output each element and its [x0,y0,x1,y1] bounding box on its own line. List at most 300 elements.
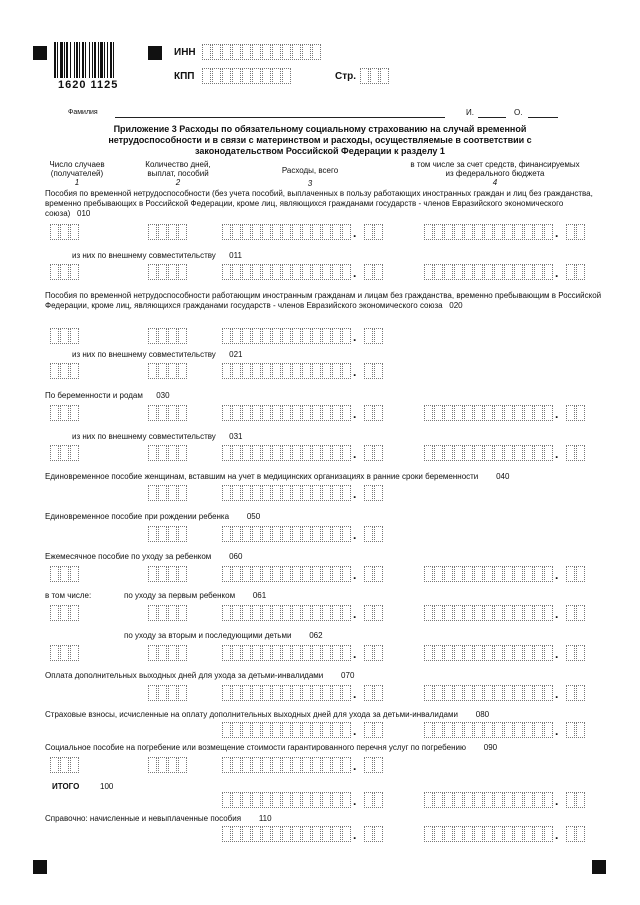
digit-cell[interactable] [494,264,503,280]
digit-cell[interactable] [282,685,291,701]
digit-cell[interactable] [312,485,321,501]
row-050-days-field[interactable] [148,526,188,542]
digit-cell[interactable] [262,363,271,379]
digit-cell[interactable] [272,645,281,661]
digit-cell[interactable] [302,44,311,60]
initial-i-field[interactable] [478,116,506,118]
digit-cell[interactable] [292,566,301,582]
row-061-days-field[interactable] [148,605,188,621]
digit-cell[interactable] [424,826,433,842]
digit-cell[interactable] [302,685,311,701]
digit-cell[interactable] [252,722,261,738]
row-062-federal-budget-field[interactable] [424,645,554,661]
digit-cell[interactable] [292,722,301,738]
digit-cell[interactable] [454,224,463,240]
digit-cell[interactable] [178,566,187,582]
digit-cell[interactable] [222,445,231,461]
row-031-total-expenses-field-kopecks[interactable] [364,445,384,461]
digit-cell[interactable] [364,605,373,621]
digit-cell[interactable] [302,445,311,461]
digit-cell[interactable] [292,645,301,661]
digit-cell[interactable] [474,445,483,461]
digit-cell[interactable] [178,405,187,421]
digit-cell[interactable] [158,224,167,240]
digit-cell[interactable] [434,264,443,280]
digit-cell[interactable] [494,605,503,621]
digit-cell[interactable] [292,264,301,280]
digit-cell[interactable] [148,645,157,661]
digit-cell[interactable] [178,526,187,542]
digit-cell[interactable] [252,566,261,582]
digit-cell[interactable] [312,405,321,421]
digit-cell[interactable] [342,405,351,421]
row-061-federal-budget-field[interactable] [424,605,554,621]
digit-cell[interactable] [544,224,553,240]
digit-cell[interactable] [212,68,221,84]
digit-cell[interactable] [434,605,443,621]
digit-cell[interactable] [168,328,177,344]
digit-cell[interactable] [332,826,341,842]
digit-cell[interactable] [262,44,271,60]
digit-cell[interactable] [70,224,79,240]
digit-cell[interactable] [322,526,331,542]
digit-cell[interactable] [342,526,351,542]
digit-cell[interactable] [282,605,291,621]
digit-cell[interactable] [494,792,503,808]
digit-cell[interactable] [322,363,331,379]
digit-cell[interactable] [454,405,463,421]
digit-cell[interactable] [158,485,167,501]
row-010-total-expenses-field-kopecks[interactable] [364,224,384,240]
digit-cell[interactable] [514,722,523,738]
digit-cell[interactable] [374,566,383,582]
row-021-cases-field[interactable] [50,363,80,379]
row-021-total-expenses-field[interactable] [222,363,352,379]
digit-cell[interactable] [252,44,261,60]
row-030-days-field[interactable] [148,405,188,421]
digit-cell[interactable] [444,685,453,701]
digit-cell[interactable] [282,44,291,60]
digit-cell[interactable] [504,264,513,280]
row-050-total-expenses-field-kopecks[interactable] [364,526,384,542]
row-011-cases-field[interactable] [50,264,80,280]
digit-cell[interactable] [444,826,453,842]
digit-cell[interactable] [168,224,177,240]
digit-cell[interactable] [364,757,373,773]
digit-cell[interactable] [242,566,251,582]
digit-cell[interactable] [364,264,373,280]
digit-cell[interactable] [242,645,251,661]
digit-cell[interactable] [292,328,301,344]
digit-cell[interactable] [566,264,575,280]
digit-cell[interactable] [374,826,383,842]
digit-cell[interactable] [454,722,463,738]
digit-cell[interactable] [312,445,321,461]
digit-cell[interactable] [148,264,157,280]
digit-cell[interactable] [524,792,533,808]
digit-cell[interactable] [342,224,351,240]
digit-cell[interactable] [202,68,211,84]
digit-cell[interactable] [168,445,177,461]
digit-cell[interactable] [262,792,271,808]
digit-cell[interactable] [302,792,311,808]
digit-cell[interactable] [374,328,383,344]
row-100-federal-budget-field-kopecks[interactable] [566,792,586,808]
digit-cell[interactable] [464,445,473,461]
digit-cell[interactable] [178,757,187,773]
digit-cell[interactable] [292,685,301,701]
digit-cell[interactable] [380,68,389,84]
row-110-total-expenses-field-kopecks[interactable] [364,826,384,842]
row-060-federal-budget-field[interactable] [424,566,554,582]
digit-cell[interactable] [444,224,453,240]
digit-cell[interactable] [168,605,177,621]
digit-cell[interactable] [272,605,281,621]
digit-cell[interactable] [158,757,167,773]
digit-cell[interactable] [332,264,341,280]
digit-cell[interactable] [364,566,373,582]
digit-cell[interactable] [544,445,553,461]
digit-cell[interactable] [424,445,433,461]
digit-cell[interactable] [158,328,167,344]
digit-cell[interactable] [322,685,331,701]
digit-cell[interactable] [364,792,373,808]
digit-cell[interactable] [262,445,271,461]
digit-cell[interactable] [566,722,575,738]
digit-cell[interactable] [444,792,453,808]
digit-cell[interactable] [576,566,585,582]
digit-cell[interactable] [282,526,291,542]
digit-cell[interactable] [514,405,523,421]
digit-cell[interactable] [50,566,59,582]
digit-cell[interactable] [168,405,177,421]
digit-cell[interactable] [424,645,433,661]
row-080-total-expenses-field[interactable] [222,722,352,738]
digit-cell[interactable] [292,826,301,842]
digit-cell[interactable] [262,526,271,542]
digit-cell[interactable] [282,722,291,738]
row-040-total-expenses-field-kopecks[interactable] [364,485,384,501]
digit-cell[interactable] [484,405,493,421]
digit-cell[interactable] [232,264,241,280]
digit-cell[interactable] [534,224,543,240]
digit-cell[interactable] [222,328,231,344]
digit-cell[interactable] [232,44,241,60]
digit-cell[interactable] [332,328,341,344]
row-011-total-expenses-field-kopecks[interactable] [364,264,384,280]
surname-field[interactable] [115,116,445,118]
digit-cell[interactable] [272,405,281,421]
digit-cell[interactable] [252,645,261,661]
digit-cell[interactable] [222,264,231,280]
digit-cell[interactable] [342,485,351,501]
row-060-cases-field[interactable] [50,566,80,582]
digit-cell[interactable] [322,445,331,461]
digit-cell[interactable] [544,722,553,738]
digit-cell[interactable] [364,722,373,738]
digit-cell[interactable] [148,328,157,344]
row-030-federal-budget-field-kopecks[interactable] [566,405,586,421]
digit-cell[interactable] [302,645,311,661]
digit-cell[interactable] [434,566,443,582]
digit-cell[interactable] [302,224,311,240]
digit-cell[interactable] [474,566,483,582]
digit-cell[interactable] [514,826,523,842]
digit-cell[interactable] [252,685,261,701]
digit-cell[interactable] [178,605,187,621]
digit-cell[interactable] [302,363,311,379]
digit-cell[interactable] [342,445,351,461]
digit-cell[interactable] [566,826,575,842]
digit-cell[interactable] [158,526,167,542]
digit-cell[interactable] [524,722,533,738]
row-062-federal-budget-field-kopecks[interactable] [566,645,586,661]
digit-cell[interactable] [544,645,553,661]
digit-cell[interactable] [272,44,281,60]
row-030-federal-budget-field[interactable] [424,405,554,421]
digit-cell[interactable] [332,445,341,461]
digit-cell[interactable] [434,645,443,661]
digit-cell[interactable] [262,224,271,240]
digit-cell[interactable] [494,445,503,461]
digit-cell[interactable] [242,685,251,701]
digit-cell[interactable] [484,826,493,842]
digit-cell[interactable] [272,757,281,773]
digit-cell[interactable] [474,405,483,421]
digit-cell[interactable] [534,722,543,738]
digit-cell[interactable] [312,605,321,621]
digit-cell[interactable] [484,685,493,701]
digit-cell[interactable] [374,224,383,240]
digit-cell[interactable] [322,405,331,421]
row-010-federal-budget-field[interactable] [424,224,554,240]
digit-cell[interactable] [474,792,483,808]
digit-cell[interactable] [312,645,321,661]
digit-cell[interactable] [232,328,241,344]
initial-o-field[interactable] [528,116,558,118]
digit-cell[interactable] [484,645,493,661]
digit-cell[interactable] [534,445,543,461]
digit-cell[interactable] [454,792,463,808]
row-061-total-expenses-field[interactable] [222,605,352,621]
digit-cell[interactable] [232,826,241,842]
digit-cell[interactable] [342,826,351,842]
digit-cell[interactable] [454,826,463,842]
row-100-federal-budget-field[interactable] [424,792,554,808]
row-080-federal-budget-field[interactable] [424,722,554,738]
digit-cell[interactable] [424,405,433,421]
digit-cell[interactable] [444,566,453,582]
digit-cell[interactable] [484,445,493,461]
row-070-total-expenses-field[interactable] [222,685,352,701]
digit-cell[interactable] [424,792,433,808]
digit-cell[interactable] [148,445,157,461]
digit-cell[interactable] [70,363,79,379]
digit-cell[interactable] [252,485,261,501]
digit-cell[interactable] [524,826,533,842]
digit-cell[interactable] [342,757,351,773]
digit-cell[interactable] [332,605,341,621]
digit-cell[interactable] [272,363,281,379]
digit-cell[interactable] [566,566,575,582]
digit-cell[interactable] [272,685,281,701]
digit-cell[interactable] [60,264,69,280]
digit-cell[interactable] [242,405,251,421]
digit-cell[interactable] [212,44,221,60]
digit-cell[interactable] [332,405,341,421]
digit-cell[interactable] [576,605,585,621]
digit-cell[interactable] [444,645,453,661]
digit-cell[interactable] [484,605,493,621]
digit-cell[interactable] [252,826,261,842]
digit-cell[interactable] [464,685,473,701]
digit-cell[interactable] [322,722,331,738]
digit-cell[interactable] [232,605,241,621]
digit-cell[interactable] [566,792,575,808]
digit-cell[interactable] [576,722,585,738]
digit-cell[interactable] [374,485,383,501]
digit-cell[interactable] [504,722,513,738]
digit-cell[interactable] [322,264,331,280]
digit-cell[interactable] [242,485,251,501]
digit-cell[interactable] [494,722,503,738]
digit-cell[interactable] [168,757,177,773]
digit-cell[interactable] [272,722,281,738]
digit-cell[interactable] [494,826,503,842]
digit-cell[interactable] [252,363,261,379]
digit-cell[interactable] [282,363,291,379]
digit-cell[interactable] [454,685,463,701]
digit-cell[interactable] [534,685,543,701]
digit-cell[interactable] [504,605,513,621]
digit-cell[interactable] [282,757,291,773]
digit-cell[interactable] [434,826,443,842]
digit-cell[interactable] [332,363,341,379]
digit-cell[interactable] [232,405,241,421]
digit-cell[interactable] [524,685,533,701]
digit-cell[interactable] [566,224,575,240]
digit-cell[interactable] [566,405,575,421]
digit-cell[interactable] [272,566,281,582]
row-021-total-expenses-field-kopecks[interactable] [364,363,384,379]
digit-cell[interactable] [374,363,383,379]
digit-cell[interactable] [222,363,231,379]
digit-cell[interactable] [158,445,167,461]
digit-cell[interactable] [60,328,69,344]
digit-cell[interactable] [312,685,321,701]
digit-cell[interactable] [302,405,311,421]
digit-cell[interactable] [374,792,383,808]
digit-cell[interactable] [70,328,79,344]
digit-cell[interactable] [148,605,157,621]
row-061-cases-field[interactable] [50,605,80,621]
digit-cell[interactable] [60,757,69,773]
digit-cell[interactable] [434,722,443,738]
digit-cell[interactable] [544,792,553,808]
digit-cell[interactable] [494,405,503,421]
digit-cell[interactable] [222,526,231,542]
digit-cell[interactable] [534,645,543,661]
digit-cell[interactable] [474,224,483,240]
digit-cell[interactable] [158,605,167,621]
digit-cell[interactable] [178,328,187,344]
digit-cell[interactable] [252,445,261,461]
digit-cell[interactable] [312,792,321,808]
digit-cell[interactable] [70,605,79,621]
digit-cell[interactable] [322,645,331,661]
digit-cell[interactable] [312,264,321,280]
digit-cell[interactable] [168,485,177,501]
row-062-cases-field[interactable] [50,645,80,661]
digit-cell[interactable] [524,224,533,240]
digit-cell[interactable] [364,224,373,240]
digit-cell[interactable] [302,826,311,842]
digit-cell[interactable] [222,224,231,240]
digit-cell[interactable] [424,566,433,582]
digit-cell[interactable] [242,445,251,461]
digit-cell[interactable] [332,566,341,582]
digit-cell[interactable] [70,264,79,280]
digit-cell[interactable] [282,328,291,344]
row-100-total-expenses-field[interactable] [222,792,352,808]
digit-cell[interactable] [262,405,271,421]
digit-cell[interactable] [148,757,157,773]
row-061-total-expenses-field-kopecks[interactable] [364,605,384,621]
digit-cell[interactable] [322,605,331,621]
digit-cell[interactable] [566,685,575,701]
digit-cell[interactable] [434,792,443,808]
digit-cell[interactable] [262,826,271,842]
digit-cell[interactable] [464,605,473,621]
digit-cell[interactable] [282,792,291,808]
digit-cell[interactable] [454,605,463,621]
digit-cell[interactable] [302,264,311,280]
digit-cell[interactable] [168,566,177,582]
digit-cell[interactable] [514,445,523,461]
digit-cell[interactable] [342,792,351,808]
digit-cell[interactable] [60,224,69,240]
digit-cell[interactable] [312,757,321,773]
digit-cell[interactable] [50,605,59,621]
row-010-federal-budget-field-kopecks[interactable] [566,224,586,240]
digit-cell[interactable] [434,224,443,240]
digit-cell[interactable] [364,685,373,701]
digit-cell[interactable] [534,405,543,421]
digit-cell[interactable] [222,485,231,501]
digit-cell[interactable] [252,224,261,240]
digit-cell[interactable] [70,566,79,582]
digit-cell[interactable] [444,445,453,461]
digit-cell[interactable] [444,264,453,280]
digit-cell[interactable] [60,405,69,421]
digit-cell[interactable] [292,445,301,461]
digit-cell[interactable] [222,757,231,773]
row-011-total-expenses-field[interactable] [222,264,352,280]
digit-cell[interactable] [322,485,331,501]
digit-cell[interactable] [262,264,271,280]
digit-cell[interactable] [232,68,241,84]
digit-cell[interactable] [178,264,187,280]
digit-cell[interactable] [232,445,241,461]
digit-cell[interactable] [332,224,341,240]
digit-cell[interactable] [222,722,231,738]
digit-cell[interactable] [252,605,261,621]
digit-cell[interactable] [544,405,553,421]
digit-cell[interactable] [364,328,373,344]
digit-cell[interactable] [302,526,311,542]
digit-cell[interactable] [374,685,383,701]
row-031-federal-budget-field-kopecks[interactable] [566,445,586,461]
